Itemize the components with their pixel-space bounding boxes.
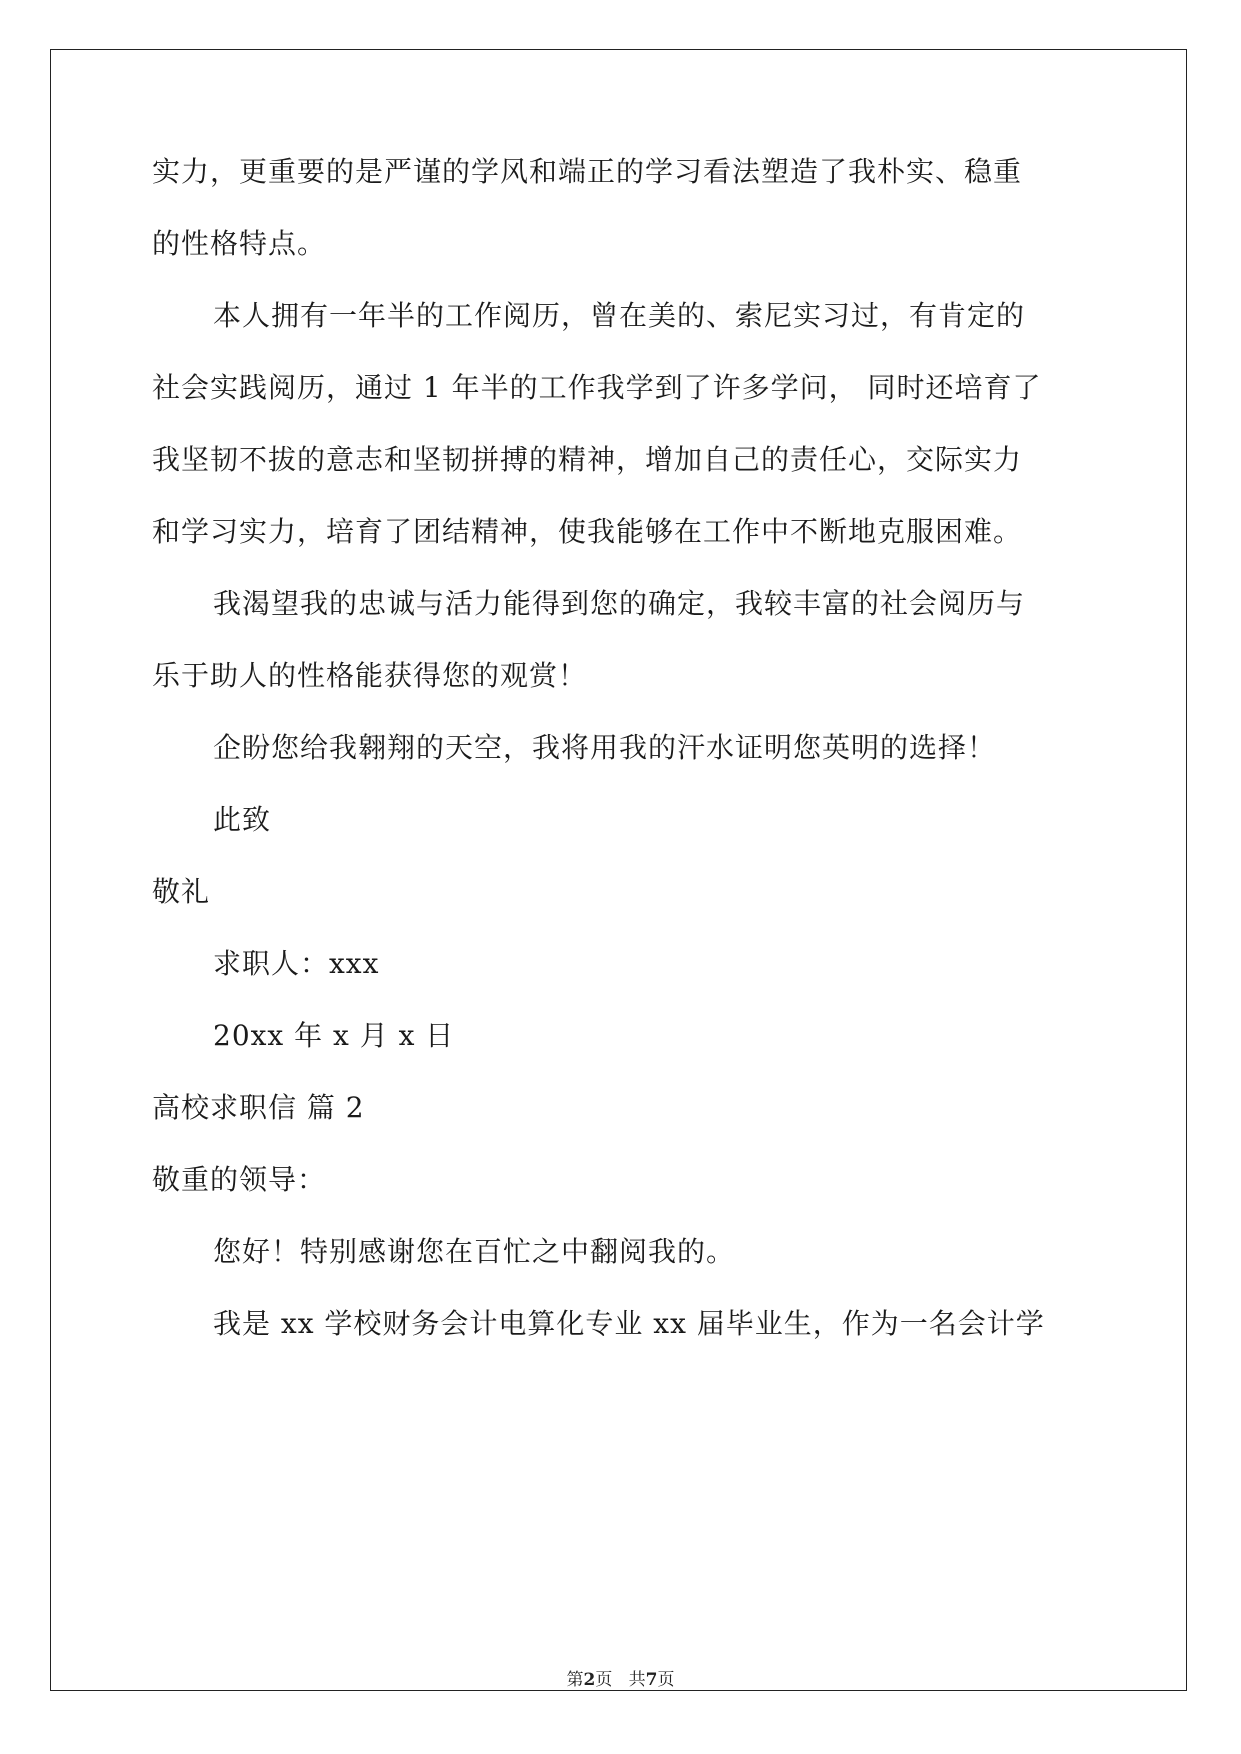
body-line: 您好！特别感谢您在百忙之中翻阅我的。 [213,1235,736,1268]
body-line: 企盼您给我翱翔的天空，我将用我的汗水证明您英明的选择！ [213,731,997,764]
total-suffix: 页 [657,1670,675,1690]
body-line: 社会实践阅历，通过 1 年半的工作我学到了许多学问， 同时还培育了 [152,371,1042,404]
body-line: 和学习实力，培育了团结精神，使我能够在工作中不断地克服困难。 [152,515,1023,548]
page-prefix: 第 [566,1670,584,1690]
closing-salutation: 此致 [213,803,272,836]
page-footer [0,1670,1241,1690]
page-suffix: 页 [595,1670,613,1690]
total-prefix: 共 [628,1670,646,1690]
body-line: 实力，更重要的是严谨的学风和端正的学习看法塑造了我朴实、稳重 [152,155,1023,188]
body-line: 的性格特点。 [152,227,327,260]
section-heading: 高校求职信 篇 2 [152,1091,365,1124]
page-number: 2 [583,1670,596,1690]
body-line: 我是 xx 学校财务会计电算化专业 xx 届毕业生，作为一名会计学 [213,1307,1045,1340]
total-pages: 7 [645,1670,658,1690]
body-line: 我渴望我的忠诚与活力能得到您的确定，我较丰富的社会阅历与 [213,587,1026,620]
signature-line: 求职人：xxx [213,947,380,980]
body-line: 乐于助人的性格能获得您的观赏！ [152,659,588,692]
date-line: 20xx 年 x 月 x 日 [213,1019,455,1052]
closing-regards: 敬礼 [152,875,211,908]
greeting-line: 敬重的领导： [152,1163,327,1196]
body-line: 本人拥有一年半的工作阅历，曾在美的、索尼实习过，有肯定的 [213,299,1026,332]
body-line: 我坚韧不拔的意志和坚韧拼搏的精神，增加自己的责任心，交际实力 [152,443,1023,476]
